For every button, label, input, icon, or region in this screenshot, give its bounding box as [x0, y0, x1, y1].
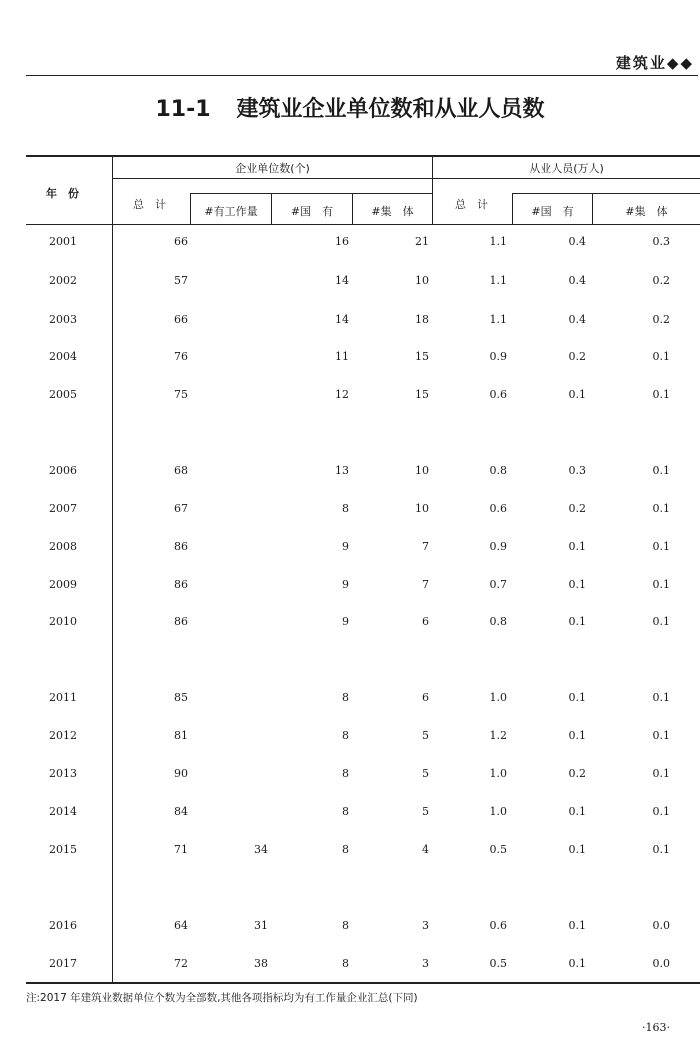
table-title — [0, 92, 700, 123]
cell-total: 66 — [174, 313, 188, 326]
cell-total: 71 — [174, 843, 188, 856]
cell-emp-collective: 0.1 — [652, 464, 670, 477]
cell-emp-collective: 0.2 — [652, 313, 670, 326]
table-title-text: 建筑业企业单位数和从业人员数 — [236, 97, 545, 122]
table-number: 11-1 — [155, 97, 211, 122]
cell-total: 86 — [174, 615, 188, 628]
cell-working: 38 — [254, 957, 268, 970]
cell-emp-state: 0.4 — [568, 274, 586, 287]
cell-collective: 7 — [422, 578, 429, 591]
cell-emp-total: 1.1 — [489, 313, 507, 326]
cell-total: 66 — [174, 235, 188, 248]
cell-total: 75 — [174, 388, 188, 401]
cell-year: 2017 — [49, 957, 77, 970]
cell-collective: 18 — [415, 313, 429, 326]
cell-year: 2016 — [49, 919, 77, 932]
cell-emp-collective: 0.1 — [652, 578, 670, 591]
page-number: ·163· — [642, 1021, 670, 1034]
cell-total: 90 — [174, 767, 188, 780]
cell-emp-state: 0.1 — [568, 578, 586, 591]
subheader-rule-left — [190, 193, 432, 194]
cell-collective: 5 — [422, 729, 429, 742]
cell-emp-state: 0.1 — [568, 388, 586, 401]
cell-emp-state: 0.2 — [568, 350, 586, 363]
cell-year: 2001 — [49, 235, 77, 248]
cell-emp-total: 0.6 — [489, 388, 507, 401]
cell-emp-state: 0.1 — [568, 805, 586, 818]
cell-total: 64 — [174, 919, 188, 932]
cell-collective: 7 — [422, 540, 429, 553]
cell-emp-state: 0.1 — [568, 729, 586, 742]
cell-year: 2013 — [49, 767, 77, 780]
cell-emp-collective: 0.1 — [652, 350, 670, 363]
cell-state: 16 — [335, 235, 349, 248]
cell-emp-state: 0.3 — [568, 464, 586, 477]
cell-collective: 4 — [422, 843, 429, 856]
cell-year: 2002 — [49, 274, 77, 287]
cell-total: 76 — [174, 350, 188, 363]
cell-collective: 3 — [422, 919, 429, 932]
table-bottom-rule — [26, 982, 700, 984]
cell-emp-collective: 0.1 — [652, 540, 670, 553]
header-emp-total: 总 计 — [455, 198, 488, 211]
cell-working: 31 — [254, 919, 268, 932]
cell-state: 13 — [335, 464, 349, 477]
cell-total: 86 — [174, 578, 188, 591]
cell-emp-total: 1.2 — [489, 729, 507, 742]
cell-total: 68 — [174, 464, 188, 477]
header-emp-collective: #集 体 — [625, 205, 668, 218]
cell-state: 9 — [342, 615, 349, 628]
cell-state: 8 — [342, 729, 349, 742]
header-rule — [26, 75, 698, 76]
cell-emp-total: 1.1 — [489, 274, 507, 287]
cell-year: 2004 — [49, 350, 77, 363]
cell-working: 34 — [254, 843, 268, 856]
cell-total: 85 — [174, 691, 188, 704]
cell-collective: 6 — [422, 691, 429, 704]
cell-emp-state: 0.1 — [568, 843, 586, 856]
cell-emp-state: 0.4 — [568, 313, 586, 326]
cell-emp-total: 0.7 — [489, 578, 507, 591]
cell-emp-collective: 0.0 — [652, 957, 670, 970]
cell-emp-total: 0.5 — [489, 843, 507, 856]
header-units-total: 总 计 — [133, 198, 166, 211]
cell-state: 8 — [342, 919, 349, 932]
cell-collective: 10 — [415, 464, 429, 477]
cell-state: 11 — [335, 350, 349, 363]
cell-state: 8 — [342, 767, 349, 780]
cell-emp-collective: 0.1 — [652, 767, 670, 780]
cell-emp-total: 1.0 — [489, 691, 507, 704]
cell-emp-total: 1.0 — [489, 767, 507, 780]
cell-year: 2008 — [49, 540, 77, 553]
cell-collective: 5 — [422, 767, 429, 780]
cell-emp-collective: 0.1 — [652, 502, 670, 515]
cell-state: 12 — [335, 388, 349, 401]
cell-year: 2006 — [49, 464, 77, 477]
cell-total: 57 — [174, 274, 188, 287]
cell-emp-total: 1.0 — [489, 805, 507, 818]
cell-emp-state: 0.4 — [568, 235, 586, 248]
cell-emp-collective: 0.2 — [652, 274, 670, 287]
header-group-units: 企业单位数(个) — [235, 162, 310, 175]
header-group-employees: 从业人员(万人) — [529, 162, 604, 175]
cell-emp-state: 0.1 — [568, 691, 586, 704]
cell-emp-collective: 0.1 — [652, 615, 670, 628]
header-bottom-rule — [26, 224, 700, 225]
cell-collective: 3 — [422, 957, 429, 970]
cell-collective: 15 — [415, 350, 429, 363]
cell-total: 84 — [174, 805, 188, 818]
cell-state: 14 — [335, 274, 349, 287]
cell-year: 2003 — [49, 313, 77, 326]
cell-total: 67 — [174, 502, 188, 515]
cell-collective: 6 — [422, 615, 429, 628]
cell-emp-state: 0.2 — [568, 502, 586, 515]
header-units-working: #有工作量 — [204, 205, 258, 218]
cell-emp-state: 0.1 — [568, 919, 586, 932]
cell-year: 2014 — [49, 805, 77, 818]
cell-total: 86 — [174, 540, 188, 553]
header-units-state: #国 有 — [290, 205, 334, 218]
cell-emp-state: 0.1 — [568, 615, 586, 628]
cell-year: 2012 — [49, 729, 77, 742]
cell-year: 2005 — [49, 388, 77, 401]
cell-state: 9 — [342, 578, 349, 591]
cell-state: 14 — [335, 313, 349, 326]
cell-collective: 5 — [422, 805, 429, 818]
header-units-collective: #集 体 — [371, 205, 414, 218]
cell-emp-total: 0.9 — [489, 350, 507, 363]
cell-emp-total: 0.5 — [489, 957, 507, 970]
table-note: 注:2017 年建筑业数据单位个数为全部数,其他各项指标均为有工作量企业汇总(下同) — [26, 992, 418, 1004]
cell-emp-state: 0.1 — [568, 540, 586, 553]
header-emp-state: #国 有 — [531, 205, 574, 218]
group-underline — [113, 178, 700, 179]
cell-state: 8 — [342, 957, 349, 970]
cell-collective: 21 — [415, 235, 429, 248]
cell-emp-total: 0.8 — [489, 615, 507, 628]
cell-state: 8 — [342, 691, 349, 704]
cell-emp-state: 0.2 — [568, 767, 586, 780]
cell-emp-collective: 0.1 — [652, 805, 670, 818]
header-year: 年 份 — [46, 187, 79, 200]
cell-total: 72 — [174, 957, 188, 970]
cell-emp-collective: 0.1 — [652, 388, 670, 401]
subheader-rule-right — [512, 193, 700, 194]
cell-year: 2010 — [49, 615, 77, 628]
cell-emp-collective: 0.1 — [652, 691, 670, 704]
cell-state: 8 — [342, 502, 349, 515]
cell-emp-total: 0.6 — [489, 502, 507, 515]
cell-collective: 10 — [415, 274, 429, 287]
cell-collective: 10 — [415, 502, 429, 515]
cell-year: 2009 — [49, 578, 77, 591]
cell-year: 2015 — [49, 843, 77, 856]
cell-emp-state: 0.1 — [568, 957, 586, 970]
cell-collective: 15 — [415, 388, 429, 401]
cell-year: 2007 — [49, 502, 77, 515]
cell-emp-collective: 0.3 — [652, 235, 670, 248]
cell-emp-total: 0.9 — [489, 540, 507, 553]
cell-state: 8 — [342, 805, 349, 818]
cell-emp-collective: 0.1 — [652, 729, 670, 742]
cell-year: 2011 — [49, 691, 77, 704]
year-column-divider — [112, 155, 113, 982]
cell-state: 9 — [342, 540, 349, 553]
table-top-rule — [26, 155, 700, 157]
cell-emp-collective: 0.1 — [652, 843, 670, 856]
cell-emp-collective: 0.0 — [652, 919, 670, 932]
running-head: 建筑业◆◆ — [615, 54, 694, 72]
cell-total: 81 — [174, 729, 188, 742]
cell-emp-total: 0.8 — [489, 464, 507, 477]
cell-state: 8 — [342, 843, 349, 856]
cell-emp-total: 0.6 — [489, 919, 507, 932]
cell-emp-total: 1.1 — [489, 235, 507, 248]
